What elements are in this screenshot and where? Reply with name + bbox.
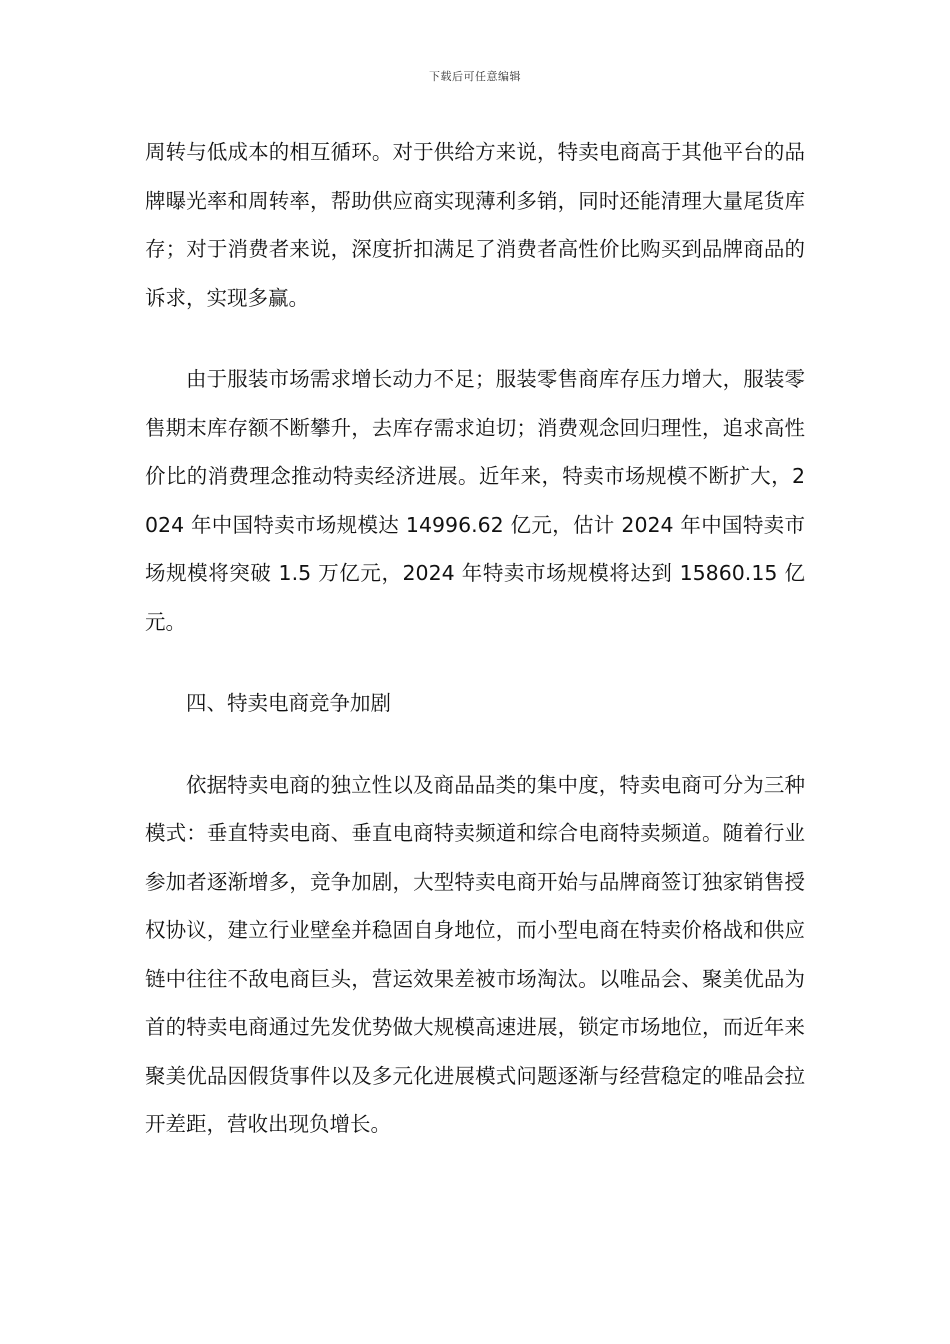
section-heading: 四、特卖电商竞争加剧 [186,691,391,715]
document-body [145,128,805,1182]
page-header: 下载后可任意编辑 [429,70,521,83]
paragraph-market-size: 由于服装市场需求增长动力不足；服装零售商库存压力增大，服装零售期末库存额不断攀升，去库存需求迫切；消费观念回归理性，追求高性价比的消费理念推动特卖经济进展。近年来，特卖市场规模不断扩大，2024 年中国特卖市场规模达 14996.62 亿元，估计 2024 年中国特卖市场规模将突破 1.5 万亿元，2024 年特卖市场规模将达到 15860.15 亿元。 [145,367,805,634]
paragraph-continuation: 周转与低成本的相互循环。对于供给方来说，特卖电商高于其他平台的品牌曝光率和周转率，帮助供应商实现薄利多销，同时还能清理大量尾货库存；对于消费者来说，深度折扣满足了消费者高性价比购买到品牌商品的诉求，实现多赢。 [145,140,805,310]
paragraph-competition: 依据特卖电商的独立性以及商品品类的集中度，特卖电商可分为三种模式：垂直特卖电商、垂直电商特卖频道和综合电商特卖频道。随着行业参加者逐渐增多，竞争加剧，大型特卖电商开始与品牌商签订独家销售授权协议，建立行业壁垒并稳固自身地位，而小型电商在特卖价格战和供应链中往往不敌电商巨头，营运效果差被市场淘汰。以唯品会、聚美优品为首的特卖电商通过先发优势做大规模高速进展，锁定市场地位，而近年来聚美优品因假货事件以及多元化进展模式问题逐渐与经营稳定的唯品会拉开差距，营收出现负增长。 [145,772,805,1136]
